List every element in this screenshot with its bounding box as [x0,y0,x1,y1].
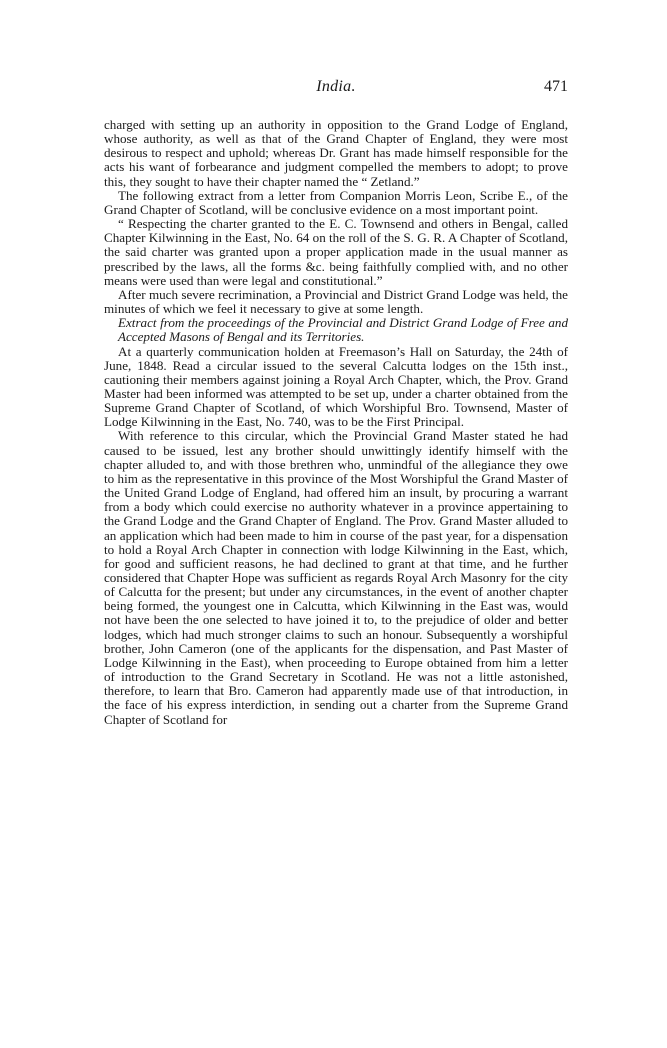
paragraph-circular-reference: With reference to this circular, which the Provincial Grand Master stated he had caused to be issued, lest any brother should unwittingly identify himself with the chapter alluded to, and with those brethren who, unmindful of the allegiance they owe to him as the representative in this province of the Most Worshipful the Grand Master of the United Grand Lodge of England, had offered him an insult, by procuring a warrant from a body which could exercise no authority whatever in a province appertaining to the Grand Lodge and the Grand Chapter of England. The Prov. Grand Master alluded to an application which had been made to him in course of the past year, for a dispensation to hold a Royal Arch Chapter in connection with lodge Kilwinning in the East, which, for good and sufficient reasons, he had declined to grant at that time, and he further considered that Chapter Hope was sufficient as regards Royal Arch Masonry for the city of Calcutta for the present; but under any circumstances, in the event of another chapter being formed, the youngest one in Calcutta, which Kilwinning in the East was, would not have been the one selected to have joined it to, to the prejudice of older and better lodges, which had much stronger claims to such an honour. Subsequently a worshipful brother, John Cameron (one of the applicants for the dispensation, and Past Master of Lodge Kilwinning in the East), when proceeding to Europe obtained from him a letter of introduction to the Grand Secretary in Scotland. He was not a little astonished, therefore, to learn that Bro. Cameron had apparently made use of that introduction, in the face of his express interdiction, in sending out a charter from the Supreme Grand Chapter of Scotland for [104,428,568,727]
paragraph-continued: charged with setting up an authority in opposition to the Grand Lodge of England, whose authority, as well as that of the Grand Chapter of England, they were most desirous to respect and uphold; whereas Dr. Grant has made himself responsible for the acts his want of forbearance and judgment compelled the members to adopt; to prove this, they sought to have their chapter named the “ Zetland.” [104,117,568,189]
running-title: India. [316,78,356,95]
page-number: 471 [544,78,568,95]
paragraph-quarterly-communication: At a quarterly communication holden at Freemason’s Hall on Saturday, the 24th of June, 1848. Read a circular issued to the several Calcutta lodges on the 15th inst., cautioning their members against joining a Royal Arch Chapter, which, the Prov. Grand Master had been informed was attempted to be set up, under a charter obtained from the Supreme Grand Chapter of Scotland, of which Worshipful Bro. Townsend, Master of Lodge Kilwinning in the East, No. 740, was to be the First Principal. [104,343,568,430]
body-text [104,118,568,727]
paragraph-quotation: “ Respecting the charter granted to the E. C. Townsend and others in Bengal, called Chapter Kilwinning in the East, No. 64 on the roll of the S. G. R. A Chapter of Scotland, the said charter was granted upon a proper application made in the usual manner as prescribed by the laws, all the forms &c. being faithfully complied with, and no other means were used than were legal and constitutional.” [104,216,568,288]
paragraph-extract-intro: The following extract from a letter from Companion Morris Leon, Scribe E., of the Grand Chapter of Scotland, will be conclusive evidence on a most important point. [104,187,568,217]
paragraph-recrimination: After much severe recrimination, a Provincial and District Grand Lodge was held, the minutes of which we feel it necessary to give at some length. [104,286,568,317]
page-header [104,78,568,100]
section-subheading: Extract from the proceedings of the Provincial and District Grand Lodge of Free and Accepted Masons of Bengal and its Territories. [118,315,568,345]
